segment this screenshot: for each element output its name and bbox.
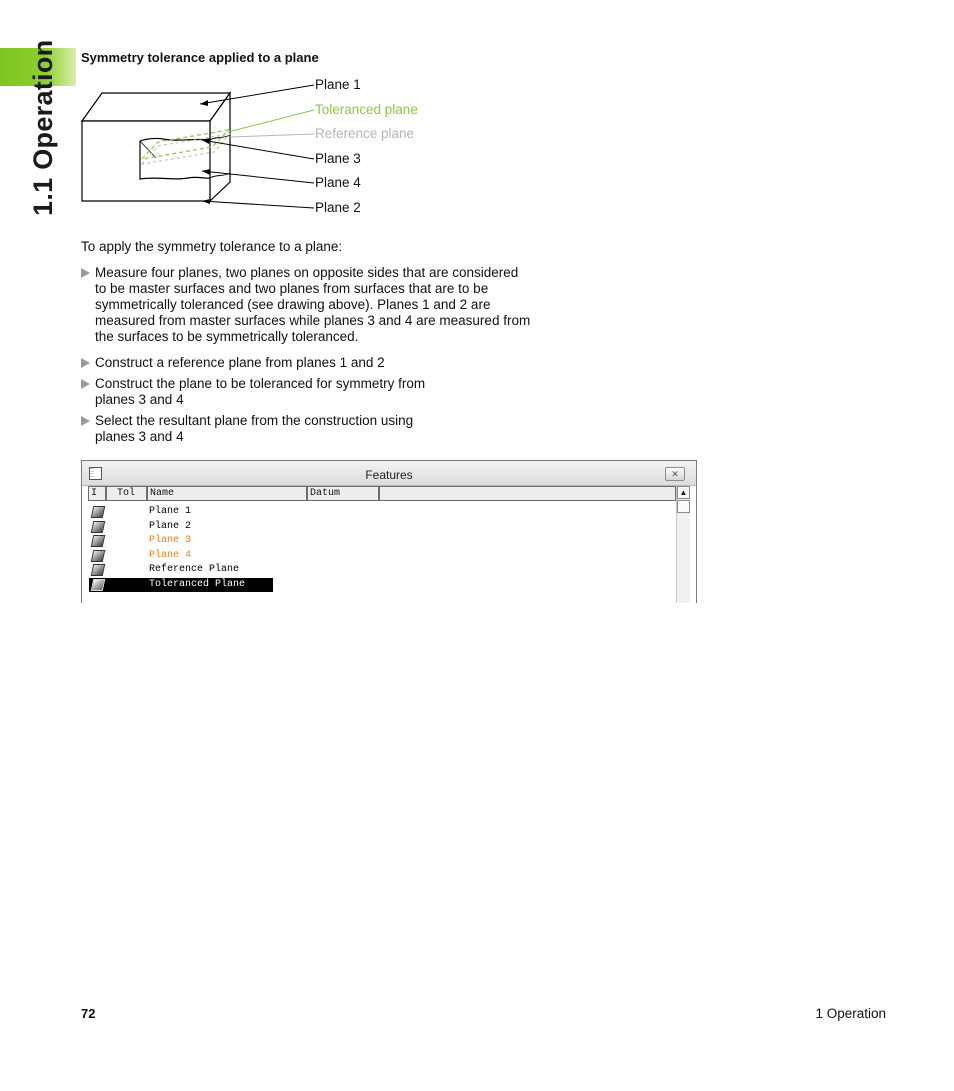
feature-name: Toleranced Plane bbox=[149, 578, 273, 592]
vertical-scrollbar[interactable] bbox=[676, 486, 690, 603]
plane-feature-icon bbox=[91, 521, 106, 533]
label-plane-2: Plane 2 bbox=[315, 200, 361, 215]
section-heading: Symmetry tolerance applied to a plane bbox=[81, 50, 319, 65]
footer-chapter: 1 Operation bbox=[815, 1006, 886, 1021]
column-datum[interactable]: Datum bbox=[307, 486, 379, 501]
step-text: Select the resultant plane from the construction using planes 3 and 4 bbox=[95, 413, 414, 444]
step-text: Construct a reference plane from planes 1 and 2 bbox=[95, 355, 385, 370]
leader-toleranced bbox=[228, 110, 314, 132]
leader-plane2 bbox=[202, 201, 314, 208]
plane-feature-icon bbox=[91, 564, 106, 576]
features-titlebar bbox=[82, 461, 696, 486]
feature-name: Plane 1 bbox=[149, 506, 192, 517]
column-i[interactable]: I bbox=[88, 486, 106, 501]
block-top-face bbox=[82, 93, 230, 121]
step-arrow-icon bbox=[81, 358, 90, 368]
step-3 bbox=[81, 376, 466, 408]
feature-name: Reference Plane bbox=[149, 564, 240, 575]
leader-reference bbox=[230, 134, 314, 137]
scroll-thumb[interactable] bbox=[677, 500, 690, 513]
step-arrow-icon bbox=[81, 268, 90, 278]
plane-feature-icon bbox=[91, 506, 106, 518]
slot-inner-edge bbox=[140, 141, 156, 158]
features-title: Features bbox=[365, 468, 413, 482]
step-2 bbox=[81, 355, 531, 371]
step-1 bbox=[81, 265, 531, 345]
label-reference-plane: Reference plane bbox=[315, 126, 415, 141]
plane-feature-icon bbox=[91, 535, 106, 547]
intro-text: To apply the symmetry tolerance to a plane: bbox=[81, 239, 343, 254]
plane-feature-icon bbox=[91, 550, 106, 562]
block-front-face bbox=[82, 121, 210, 201]
scroll-up-icon[interactable]: ▲ bbox=[677, 486, 690, 499]
label-plane-4: Plane 4 bbox=[315, 175, 361, 190]
step-4 bbox=[81, 413, 451, 445]
window-menu-icon[interactable]: :: :: bbox=[89, 467, 102, 480]
page-number: 72 bbox=[81, 1006, 96, 1021]
column-name[interactable]: Name bbox=[147, 486, 307, 501]
feature-name: Plane 4 bbox=[149, 549, 192, 561]
step-arrow-icon bbox=[81, 379, 90, 389]
column-tol[interactable]: Tol bbox=[106, 486, 147, 501]
feature-name: Plane 2 bbox=[149, 520, 192, 532]
step-text: Construct the plane to be toleranced for symmetry from planes 3 and 4 bbox=[95, 376, 426, 407]
close-icon[interactable]: ✕ bbox=[665, 467, 685, 481]
plane-feature-icon bbox=[91, 579, 106, 591]
feature-name: Plane 3 bbox=[149, 535, 192, 546]
label-plane-1: Plane 1 bbox=[315, 77, 361, 92]
column-empty bbox=[379, 486, 676, 501]
chapter-title: 1.1 Operation bbox=[28, 39, 58, 216]
label-plane-3: Plane 3 bbox=[315, 151, 361, 166]
features-window bbox=[81, 460, 697, 603]
label-toleranced-plane: Toleranced plane bbox=[315, 102, 418, 117]
step-text: Measure four planes, two planes on opposite sides that are considered to be master surfaces and two planes from surfaces that are to be symmetrically toleranced (see drawing above). Planes 1 and 2 are measured from master surfaces while planes 3 and 4 are measured from the surfaces to be symmetrically toleranced. bbox=[95, 265, 531, 344]
step-arrow-icon bbox=[81, 416, 90, 426]
